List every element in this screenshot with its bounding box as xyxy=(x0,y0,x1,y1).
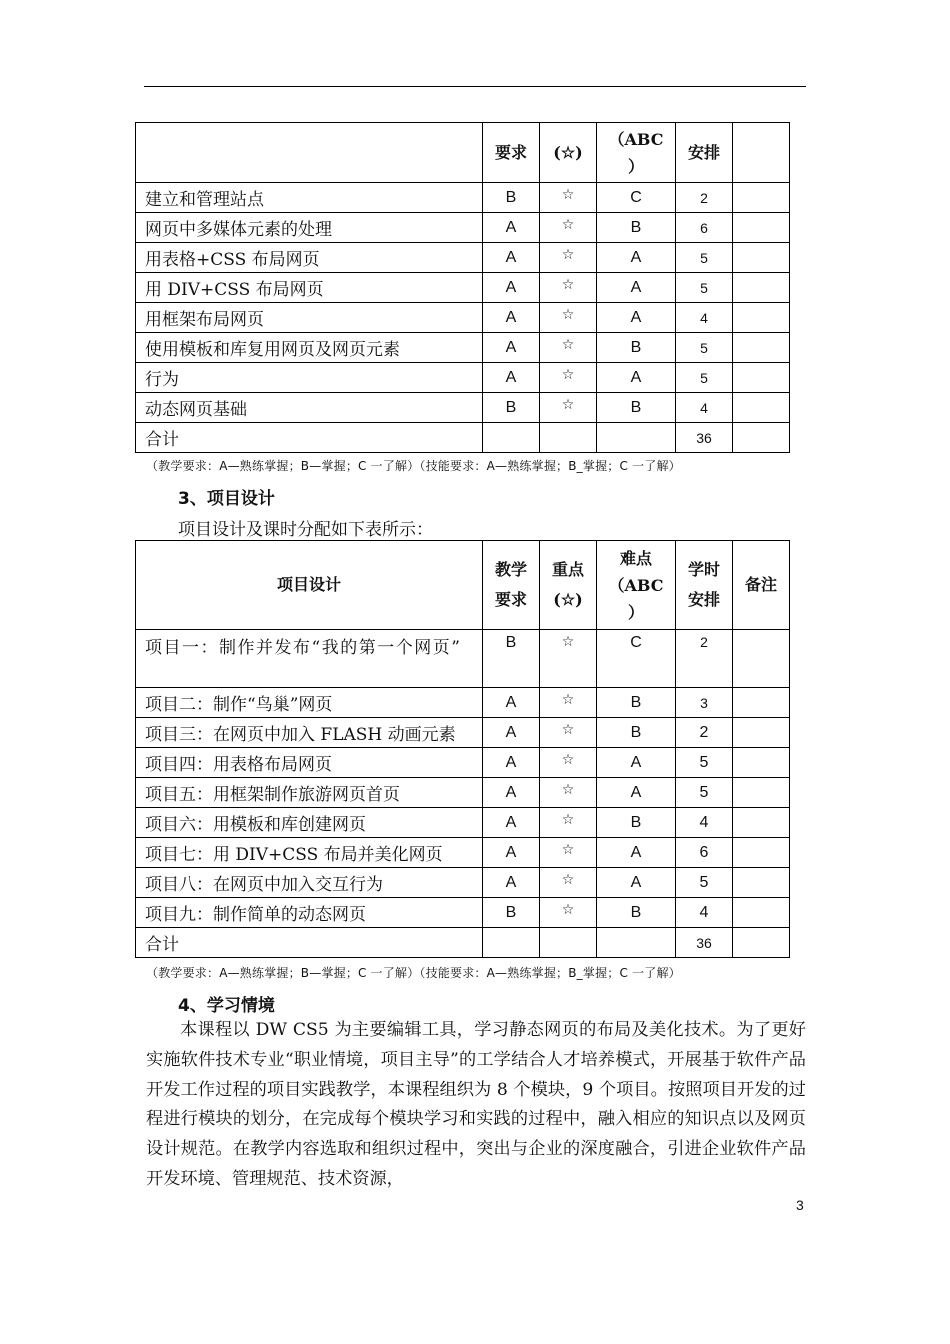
project-name: 项目九：制作简单的动态网页 xyxy=(136,898,483,928)
table-row xyxy=(136,213,790,243)
teaching-req: A xyxy=(483,243,540,273)
table-row xyxy=(136,808,790,838)
hours: 2 xyxy=(676,718,733,748)
table-row xyxy=(136,183,790,213)
star-icon: ☆ xyxy=(540,838,597,868)
header-cell: 要求 xyxy=(483,123,540,183)
difficulty: B xyxy=(597,718,676,748)
star-icon: ☆ xyxy=(540,898,597,928)
table-row xyxy=(136,273,790,303)
star-icon: ☆ xyxy=(540,808,597,838)
star-icon: ☆ xyxy=(540,630,597,688)
project-name: 项目三：在网页中加入 FLASH 动画元素 xyxy=(136,718,483,748)
teaching-req: B xyxy=(483,393,540,423)
remark xyxy=(733,868,790,898)
hours: 4 xyxy=(676,808,733,838)
remark xyxy=(733,898,790,928)
hours: 6 xyxy=(676,838,733,868)
star-icon: ☆ xyxy=(540,303,597,333)
difficulty: A xyxy=(597,273,676,303)
remark xyxy=(733,688,790,718)
remark xyxy=(733,718,790,748)
remark xyxy=(733,748,790,778)
header-cell: 项目设计 xyxy=(136,541,483,630)
hours: 5 xyxy=(676,363,733,393)
difficulty: B xyxy=(597,898,676,928)
teaching-req: A xyxy=(483,778,540,808)
teaching-req: A xyxy=(483,748,540,778)
module-name: 使用模板和库复用网页及网页元素 xyxy=(136,333,483,363)
table-total-row xyxy=(136,423,790,453)
table-row xyxy=(136,363,790,393)
table-row xyxy=(136,688,790,718)
section4-heading: 4、学习情境 xyxy=(178,996,275,1016)
table-row xyxy=(136,630,790,688)
teaching-req: A xyxy=(483,868,540,898)
header-cell: (☆) xyxy=(540,123,597,183)
table-header-row xyxy=(136,541,790,630)
teaching-req: A xyxy=(483,718,540,748)
difficulty: A xyxy=(597,243,676,273)
total-label: 合计 xyxy=(136,423,483,453)
total-cell xyxy=(540,928,597,958)
teaching-req: A xyxy=(483,838,540,868)
header-cell: 教学 要求 xyxy=(483,541,540,630)
difficulty: B xyxy=(597,213,676,243)
remark xyxy=(733,243,790,273)
total-cell xyxy=(597,423,676,453)
table-row xyxy=(136,303,790,333)
project-name: 项目一：制作并发布“我的第一个网页” xyxy=(136,630,483,688)
star-icon: ☆ xyxy=(540,333,597,363)
table-row xyxy=(136,898,790,928)
table-row xyxy=(136,748,790,778)
table-header-row xyxy=(136,123,790,183)
hours: 4 xyxy=(676,898,733,928)
teaching-req: A xyxy=(483,213,540,243)
remark xyxy=(733,363,790,393)
star-icon: ☆ xyxy=(540,718,597,748)
teaching-req: B xyxy=(483,898,540,928)
teaching-req: A xyxy=(483,363,540,393)
header-cell: 难点 （ABC ） xyxy=(597,541,676,630)
header-cell xyxy=(733,123,790,183)
hours: 2 xyxy=(676,183,733,213)
total-cell xyxy=(540,423,597,453)
teaching-req: B xyxy=(483,183,540,213)
project-name: 项目四：用表格布局网页 xyxy=(136,748,483,778)
module-name: 用 DIV+CSS 布局网页 xyxy=(136,273,483,303)
star-icon: ☆ xyxy=(540,273,597,303)
module-name: 动态网页基础 xyxy=(136,393,483,423)
difficulty: B xyxy=(597,808,676,838)
hours: 5 xyxy=(676,748,733,778)
difficulty: B xyxy=(597,333,676,363)
hours: 5 xyxy=(676,778,733,808)
project-name: 项目六：用模板和库创建网页 xyxy=(136,808,483,838)
header-cell: （ABC ） xyxy=(597,123,676,183)
header-cell: 学时 安排 xyxy=(676,541,733,630)
table2-note: （教学要求：A—熟练掌握；B—掌握；C 一了解）（技能要求：A—熟练掌握；B_掌握；C 一了解） xyxy=(146,966,681,980)
difficulty: A xyxy=(597,748,676,778)
remark xyxy=(733,303,790,333)
teaching-req: B xyxy=(483,630,540,688)
table-total-row xyxy=(136,928,790,958)
teaching-req: A xyxy=(483,273,540,303)
star-icon: ☆ xyxy=(540,183,597,213)
total-hours: 36 xyxy=(676,928,733,958)
star-icon: ☆ xyxy=(540,868,597,898)
hours: 2 xyxy=(676,630,733,688)
module-name: 用框架布局网页 xyxy=(136,303,483,333)
total-cell xyxy=(597,928,676,958)
hours: 5 xyxy=(676,868,733,898)
difficulty: A xyxy=(597,363,676,393)
star-icon: ☆ xyxy=(540,243,597,273)
hours: 3 xyxy=(676,688,733,718)
remark xyxy=(733,273,790,303)
hours: 4 xyxy=(676,393,733,423)
table-row xyxy=(136,243,790,273)
section4-body: 本课程以 DW CS5 为主要编辑工具，学习静态网页的布局及美化技术。为了更好实施软件技术专业“职业情境，项目主导”的工学结合人才培养模式，开展基于软件产品开发工作过程的项目实践教学，本课程组织为 8 个模块，9 个项目。按照项目开发的过程进行模块的划分，在完成每个模块学习和实践的过程中，融入相应的知识点以及网页设计规范。在教学内容选取和组织过程中，突出与企业的深度融合，引进企业软件产品开发环境、管理规范、技术资源， xyxy=(146,1020,806,1189)
total-cell xyxy=(733,928,790,958)
page-number: 3 xyxy=(796,1197,804,1213)
header-cell: 备注 xyxy=(733,541,790,630)
hours: 5 xyxy=(676,333,733,363)
table-row xyxy=(136,838,790,868)
table-row xyxy=(136,778,790,808)
difficulty: C xyxy=(597,183,676,213)
project-name: 项目八：在网页中加入交互行为 xyxy=(136,868,483,898)
star-icon: ☆ xyxy=(540,688,597,718)
module-name: 行为 xyxy=(136,363,483,393)
difficulty: B xyxy=(597,688,676,718)
table1-note: （教学要求：A—熟练掌握；B—掌握；C 一了解）（技能要求：A—熟练掌握；B_掌握；C 一了解） xyxy=(146,459,681,473)
header-rule xyxy=(144,86,806,87)
remark xyxy=(733,333,790,363)
hours: 5 xyxy=(676,273,733,303)
module-name: 用表格+CSS 布局网页 xyxy=(136,243,483,273)
course-content-table xyxy=(135,122,790,453)
header-cell: 重点 (☆) xyxy=(540,541,597,630)
remark xyxy=(733,838,790,868)
teaching-req: A xyxy=(483,808,540,838)
difficulty: C xyxy=(597,630,676,688)
total-cell xyxy=(483,928,540,958)
difficulty: A xyxy=(597,838,676,868)
star-icon: ☆ xyxy=(540,213,597,243)
table-row xyxy=(136,393,790,423)
difficulty: A xyxy=(597,303,676,333)
section3-intro: 项目设计及课时分配如下表所示： xyxy=(178,520,433,540)
total-label: 合计 xyxy=(136,928,483,958)
module-name: 网页中多媒体元素的处理 xyxy=(136,213,483,243)
hours: 5 xyxy=(676,243,733,273)
header-cell xyxy=(136,123,483,183)
star-icon: ☆ xyxy=(540,748,597,778)
project-name: 项目五：用框架制作旅游网页首页 xyxy=(136,778,483,808)
module-name: 建立和管理站点 xyxy=(136,183,483,213)
star-icon: ☆ xyxy=(540,393,597,423)
remark xyxy=(733,808,790,838)
difficulty: B xyxy=(597,393,676,423)
project-design-table xyxy=(135,540,790,958)
remark xyxy=(733,213,790,243)
teaching-req: A xyxy=(483,688,540,718)
hours: 4 xyxy=(676,303,733,333)
remark xyxy=(733,778,790,808)
hours: 6 xyxy=(676,213,733,243)
total-cell xyxy=(483,423,540,453)
table-row xyxy=(136,333,790,363)
total-hours: 36 xyxy=(676,423,733,453)
table-row xyxy=(136,868,790,898)
header-cell: 安排 xyxy=(676,123,733,183)
total-cell xyxy=(733,423,790,453)
star-icon: ☆ xyxy=(540,778,597,808)
remark xyxy=(733,183,790,213)
remark xyxy=(733,630,790,688)
table-row xyxy=(136,718,790,748)
section3-heading: 3、项目设计 xyxy=(178,489,275,509)
project-name: 项目七：用 DIV+CSS 布局并美化网页 xyxy=(136,838,483,868)
star-icon: ☆ xyxy=(540,363,597,393)
project-name: 项目二：制作“鸟巢”网页 xyxy=(136,688,483,718)
teaching-req: A xyxy=(483,333,540,363)
difficulty: A xyxy=(597,868,676,898)
difficulty: A xyxy=(597,778,676,808)
teaching-req: A xyxy=(483,303,540,333)
remark xyxy=(733,393,790,423)
